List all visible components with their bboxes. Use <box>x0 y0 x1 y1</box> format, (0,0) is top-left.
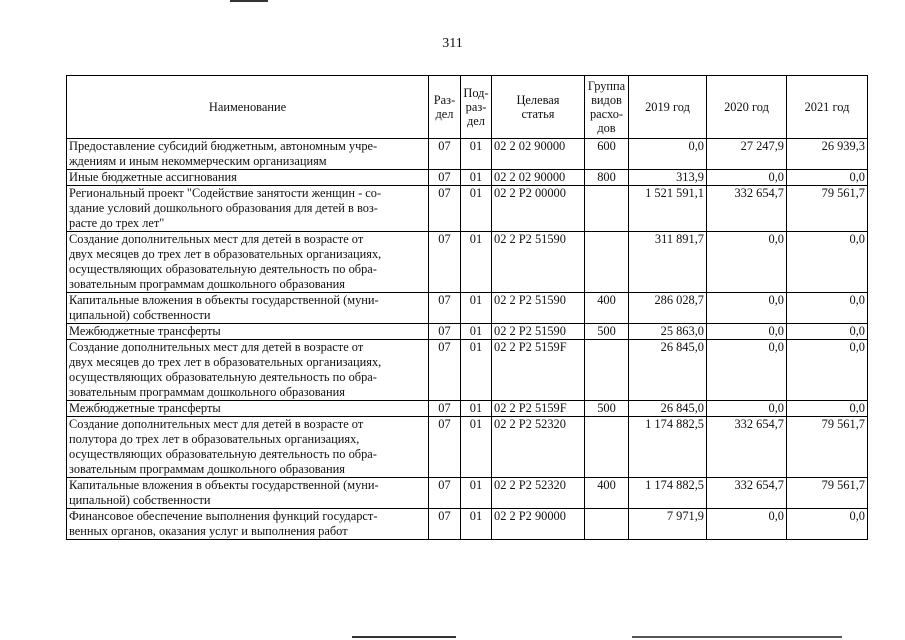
row-subsection: 01 <box>461 293 492 324</box>
row-section: 07 <box>429 417 461 478</box>
row-value-2021: 0,0 <box>787 232 868 293</box>
row-value-2021: 79 561,7 <box>787 417 868 478</box>
row-target-article: 02 2 Р2 52320 <box>492 478 585 509</box>
row-subsection: 01 <box>461 478 492 509</box>
table-row <box>67 417 868 478</box>
row-section: 07 <box>429 139 461 170</box>
row-name: Финансовое обеспечение выполнения функций государст- венных органов, оказания услуг и выполнения работ <box>67 509 429 540</box>
row-value-2021: 0,0 <box>787 509 868 540</box>
row-subsection: 01 <box>461 509 492 540</box>
row-value-2020: 0,0 <box>707 293 787 324</box>
row-value-2021: 0,0 <box>787 401 868 417</box>
row-expense-group: 500 <box>585 401 629 417</box>
scan-mark-bottom-left <box>352 636 456 638</box>
row-name: Иные бюджетные ассигнования <box>67 170 429 186</box>
row-section: 07 <box>429 509 461 540</box>
row-target-article: 02 2 Р2 5159F <box>492 401 585 417</box>
row-name: Предоставление субсидий бюджетным, автономным учре- ждениям и иным некоммерческим организациям <box>67 139 429 170</box>
row-section: 07 <box>429 186 461 232</box>
row-section: 07 <box>429 293 461 324</box>
row-name: Межбюджетные трансферты <box>67 401 429 417</box>
header-section: Раз- дел <box>429 76 461 139</box>
row-value-2019: 1 521 591,1 <box>629 186 707 232</box>
header-name: Наименование <box>67 76 429 139</box>
header-target-article: Целевая статья <box>492 76 585 139</box>
row-name: Создание дополнительных мест для детей в возрасте от полутора до трех лет в образовательных организациях, осуществляющих образовательную деятельность по обра- зовательным программам дошкольного образования <box>67 417 429 478</box>
row-value-2020: 0,0 <box>707 324 787 340</box>
row-target-article: 02 2 02 90000 <box>492 170 585 186</box>
row-value-2019: 0,0 <box>629 139 707 170</box>
row-section: 07 <box>429 232 461 293</box>
row-subsection: 01 <box>461 401 492 417</box>
scan-mark-top <box>230 0 268 2</box>
table-row <box>67 186 868 232</box>
budget-table <box>66 75 868 540</box>
row-value-2021: 0,0 <box>787 170 868 186</box>
row-value-2019: 26 845,0 <box>629 340 707 401</box>
row-target-article: 02 2 Р2 90000 <box>492 509 585 540</box>
row-expense-group <box>585 186 629 232</box>
row-value-2019: 7 971,9 <box>629 509 707 540</box>
row-section: 07 <box>429 340 461 401</box>
row-value-2019: 313,9 <box>629 170 707 186</box>
row-value-2020: 0,0 <box>707 401 787 417</box>
row-value-2019: 311 891,7 <box>629 232 707 293</box>
row-expense-group: 400 <box>585 293 629 324</box>
row-value-2019: 25 863,0 <box>629 324 707 340</box>
row-subsection: 01 <box>461 139 492 170</box>
row-target-article: 02 2 Р2 00000 <box>492 186 585 232</box>
row-name: Капитальные вложения в объекты государственной (муни- ципальной) собственности <box>67 293 429 324</box>
table-row <box>67 232 868 293</box>
page-number: 311 <box>442 36 463 51</box>
row-value-2020: 0,0 <box>707 232 787 293</box>
table-row <box>67 293 868 324</box>
row-value-2020: 0,0 <box>707 340 787 401</box>
row-target-article: 02 2 02 90000 <box>492 139 585 170</box>
row-name: Создание дополнительных мест для детей в возрасте от двух месяцев до трех лет в образовательных организациях, осуществляющих образовательную деятельность по обра- зовательным программам дошкольного образования <box>67 232 429 293</box>
row-value-2020: 0,0 <box>707 170 787 186</box>
row-expense-group: 400 <box>585 478 629 509</box>
row-value-2020: 0,0 <box>707 509 787 540</box>
row-expense-group <box>585 232 629 293</box>
row-expense-group: 500 <box>585 324 629 340</box>
row-value-2021: 26 939,3 <box>787 139 868 170</box>
row-value-2021: 0,0 <box>787 293 868 324</box>
row-expense-group <box>585 417 629 478</box>
table-row <box>67 509 868 540</box>
row-subsection: 01 <box>461 170 492 186</box>
row-value-2021: 0,0 <box>787 324 868 340</box>
row-value-2021: 79 561,7 <box>787 186 868 232</box>
row-name: Региональный проект "Содействие занятости женщин - со- здание условий дошкольного образования для детей в воз- расте до трех лет" <box>67 186 429 232</box>
row-subsection: 01 <box>461 340 492 401</box>
row-expense-group: 800 <box>585 170 629 186</box>
row-value-2020: 332 654,7 <box>707 186 787 232</box>
row-value-2021: 0,0 <box>787 340 868 401</box>
row-target-article: 02 2 Р2 51590 <box>492 232 585 293</box>
row-subsection: 01 <box>461 186 492 232</box>
scan-mark-bottom-right <box>632 636 842 638</box>
row-target-article: 02 2 Р2 51590 <box>492 293 585 324</box>
header-row <box>67 76 868 139</box>
row-value-2020: 332 654,7 <box>707 417 787 478</box>
row-section: 07 <box>429 401 461 417</box>
table-row <box>67 139 868 170</box>
row-expense-group <box>585 509 629 540</box>
row-subsection: 01 <box>461 417 492 478</box>
row-value-2020: 27 247,9 <box>707 139 787 170</box>
table-row <box>67 340 868 401</box>
table-row <box>67 170 868 186</box>
row-subsection: 01 <box>461 324 492 340</box>
row-subsection: 01 <box>461 232 492 293</box>
header-2021: 2021 год <box>787 76 868 139</box>
row-section: 07 <box>429 478 461 509</box>
table-row <box>67 401 868 417</box>
row-value-2020: 332 654,7 <box>707 478 787 509</box>
row-expense-group: 600 <box>585 139 629 170</box>
header-2019: 2019 год <box>629 76 707 139</box>
row-target-article: 02 2 Р2 52320 <box>492 417 585 478</box>
row-name: Капитальные вложения в объекты государственной (муни- ципальной) собственности <box>67 478 429 509</box>
table-row <box>67 324 868 340</box>
header-subsection: Под- раз- дел <box>461 76 492 139</box>
row-value-2019: 1 174 882,5 <box>629 417 707 478</box>
row-value-2019: 26 845,0 <box>629 401 707 417</box>
header-2020: 2020 год <box>707 76 787 139</box>
row-name: Межбюджетные трансферты <box>67 324 429 340</box>
header-expense-group: Группа видов расхо- дов <box>585 76 629 139</box>
row-value-2021: 79 561,7 <box>787 478 868 509</box>
row-value-2019: 1 174 882,5 <box>629 478 707 509</box>
row-name: Создание дополнительных мест для детей в возрасте от двух месяцев до трех лет в образовательных организациях, осуществляющих образовательную деятельность по обра- зовательным программам дошкольного образования <box>67 340 429 401</box>
row-section: 07 <box>429 170 461 186</box>
row-target-article: 02 2 Р2 51590 <box>492 324 585 340</box>
table-row <box>67 478 868 509</box>
row-section: 07 <box>429 324 461 340</box>
row-target-article: 02 2 Р2 5159F <box>492 340 585 401</box>
row-expense-group <box>585 340 629 401</box>
row-value-2019: 286 028,7 <box>629 293 707 324</box>
